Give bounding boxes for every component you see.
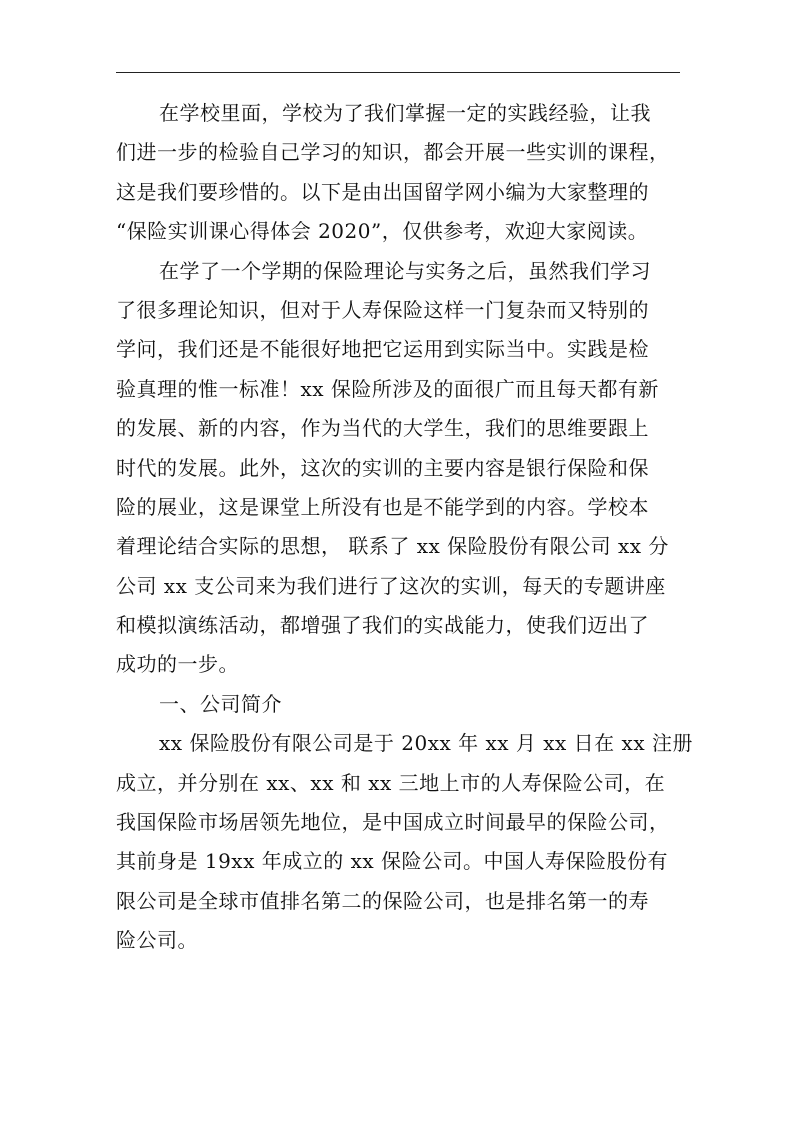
header-rule xyxy=(116,72,680,73)
paragraph-1-line-3: 这是我们要珍惜的。以下是由出国留学网小编为大家整理的 xyxy=(116,179,649,204)
paragraph-2-line-7: 险的展业，这是课堂上所没有也是不能学到的内容。学校本 xyxy=(116,494,649,519)
paragraph-2-line-5: 的发展、新的内容，作为当代的大学生，我们的思维要跟上 xyxy=(116,416,649,441)
paragraph-1-line-2: 们进一步的检验自己学习的知识，都会开展一些实训的课程， xyxy=(116,140,670,165)
paragraph-2-line-9: 公司 xx 支公司来为我们进行了这次的实训，每天的专题讲座 xyxy=(116,573,666,598)
paragraph-3-line-1: xx 保险股份有限公司是于 20xx 年 xx 月 xx 日在 xx 注册 xyxy=(159,731,693,756)
paragraph-3-line-2: 成立，并分别在 xx、xx 和 xx 三地上市的人寿保险公司，在 xyxy=(116,770,666,795)
paragraph-2-line-4: 验真理的惟一标准！xx 保险所涉及的面很广而且每天都有新 xyxy=(116,376,659,401)
paragraph-3-line-3: 我国保险市场居领先地位，是中国成立时间最早的保险公司， xyxy=(116,810,670,835)
paragraph-2-line-6: 时代的发展。此外，这次的实训的主要内容是银行保险和保 xyxy=(116,455,649,480)
paragraph-2-line-3: 学问，我们还是不能很好地把它运用到实际当中。实践是检 xyxy=(116,337,649,362)
document-body xyxy=(116,94,693,961)
paragraph-2-line-2: 了很多理论知识，但对于人寿保险这样一门复杂而又特别的 xyxy=(116,297,649,322)
paragraph-3-line-4: 其前身是 19xx 年成立的 xx 保险公司。中国人寿保险股份有 xyxy=(116,849,668,874)
paragraph-3-line-6: 险公司。 xyxy=(116,928,198,953)
paragraph-1-line-4: “保险实训课心得体会 2020”，仅供参考，欢迎大家阅读。 xyxy=(116,219,649,244)
paragraph-2-line-1: 在学了一个学期的保险理论与实务之后，虽然我们学习 xyxy=(159,258,651,283)
paragraph-2-line-11: 成功的一步。 xyxy=(116,652,239,677)
paragraph-3-line-5: 限公司是全球市值排名第二的保险公司，也是排名第一的寿 xyxy=(116,888,649,913)
paragraph-2-line-8: 着理论结合实际的思想， 联系了 xx 保险股份有限公司 xx 分 xyxy=(116,534,669,559)
section-heading: 一、公司简介 xyxy=(159,691,282,716)
paragraph-2-line-10: 和模拟演练活动，都增强了我们的实战能力，使我们迈出了 xyxy=(116,613,649,638)
paragraph-1-line-1: 在学校里面，学校为了我们掌握一定的实践经验，让我 xyxy=(159,101,651,125)
